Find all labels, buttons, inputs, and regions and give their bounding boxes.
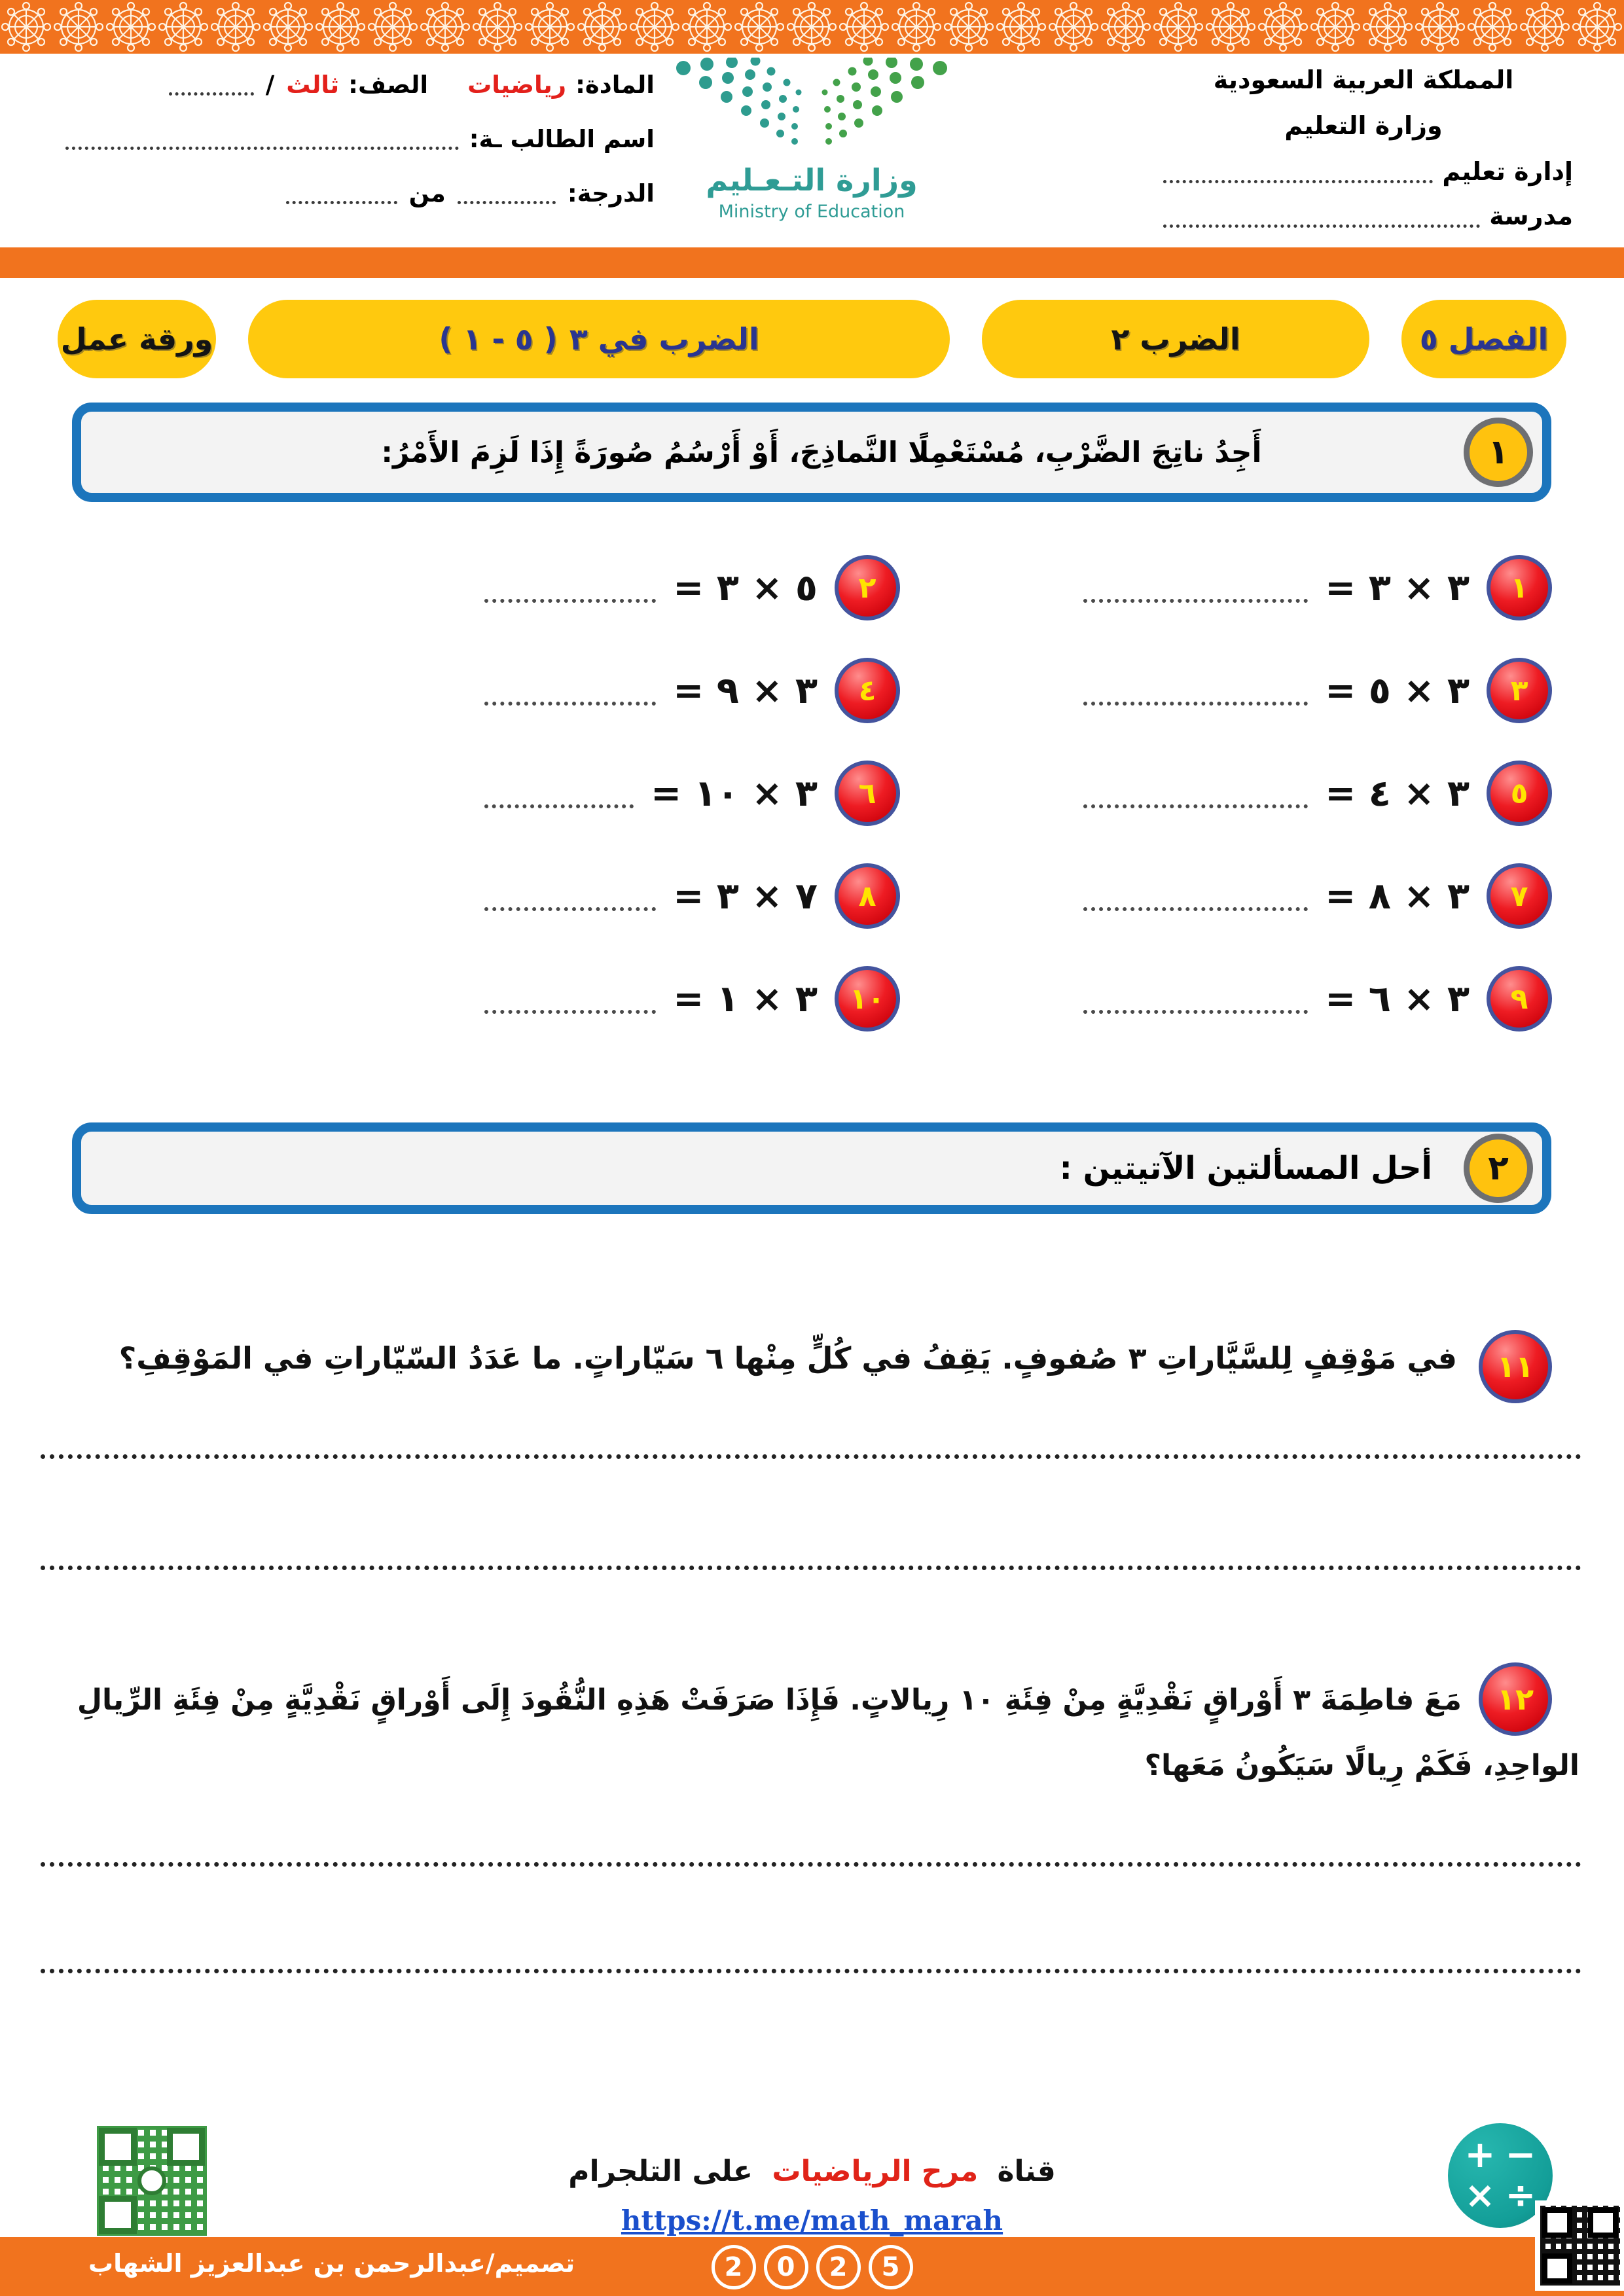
item-number-badge: ٧: [1487, 863, 1552, 929]
ministry-name: وزارة التعليم: [1284, 111, 1443, 140]
ministry-logo: [661, 58, 962, 222]
multiply-icon: ×: [1464, 2174, 1496, 2217]
math-item-9: [1083, 964, 1552, 1033]
math-item-4: [484, 656, 900, 725]
qr-finder: [1542, 2208, 1572, 2238]
item-answer-blank: [1083, 675, 1308, 706]
ornament-band: [0, 0, 1624, 54]
banner-row: [0, 300, 1624, 378]
school-row: [1154, 202, 1573, 230]
grade-row: [65, 179, 655, 207]
problem12-text: مَعَ فاطِمَةَ ٣ أَوْراقٍ نَقْدِيَّةٍ مِنْ فِئَةِ ١٠ رِيالاتٍ. فَإِذَا صَرَفَتْ هَذِهِ النُّقُودَ إِلَى أَوْراقٍ نَقْدِيَّةٍ مِنْ فِئَةِ الرِّيالِ الواحِدِ، فَكَمْ رِيالًا سَيَكُونُ مَعَها؟: [77, 1683, 1579, 1782]
item-answer-blank: [484, 573, 656, 603]
item-number-badge: ٨: [835, 863, 900, 929]
math-symbols-icon: [1448, 2123, 1553, 2228]
designer-credit: تصميم/عبدالرحمن بن عبدالعزيز الشهاب: [88, 2249, 575, 2278]
question2-header: [72, 1122, 1551, 1214]
item-answer-blank: [1083, 778, 1308, 808]
student-name-row: [65, 125, 655, 153]
qr-center-logo: [137, 2166, 166, 2195]
problem12-answer-line: [41, 1969, 1581, 1973]
unit-pill: الضرب ٢: [982, 300, 1369, 378]
item-number-badge: ٣: [1487, 658, 1552, 723]
item-expression: = ٣ × ٥: [1325, 669, 1470, 712]
class-value: ثالث: [286, 71, 340, 99]
math-item-10: [484, 964, 900, 1033]
problem11-text: في مَوْقِفٍ لِلسَّيَّاراتِ ٣ صُفوفٍ. يَقِفُ في كُلٍّ مِنْها ٦ سَيّاراتٍ. ما عَدَدُ السّيّاراتِ في المَوْقِفِ؟: [118, 1340, 1457, 1376]
problem12-answer-line: [41, 1862, 1581, 1867]
grade-blank: [458, 183, 556, 204]
item-number-badge: ٥: [1487, 761, 1552, 826]
subject-class-row: [65, 71, 655, 99]
telegram-channel-line: [568, 2155, 1056, 2188]
problem11-number-badge: ١١: [1479, 1330, 1552, 1403]
logo-arabic-wordmark: وزارة التـعـليم: [706, 162, 918, 198]
channel-suffix: على التلجرام: [568, 2155, 753, 2188]
question2-instruction: أحل المسألتين الآتيتين :: [1059, 1150, 1432, 1187]
year-badge: [712, 2245, 913, 2289]
problem11-answer-line: [41, 1566, 1581, 1570]
multiplication-grid: [484, 553, 1552, 1033]
telegram-link[interactable]: https://t.me/math_marah: [615, 2204, 1009, 2244]
item-expression: = ٣ × ١: [673, 977, 818, 1020]
qr-finder: [1588, 2208, 1618, 2238]
item-number-badge: ٩: [1487, 966, 1552, 1031]
country-name: المملكة العربية السعودية: [1213, 65, 1514, 94]
item-number-badge: ٢: [835, 555, 900, 620]
qr-finder: [99, 2128, 137, 2166]
subject-label: المادة:: [575, 71, 655, 99]
student-name-blank: [65, 128, 459, 150]
math-item-2: [484, 553, 900, 622]
item-answer-blank: [484, 984, 656, 1014]
subject-value: رياضيات: [467, 71, 567, 99]
item-expression: = ٣ × ٩: [673, 669, 818, 712]
item-answer-blank: [484, 778, 634, 808]
question1-instruction: أَجِدُ ناتِجَ الضَّرْبِ، مُسْتَعْمِلًا النَّماذِجَ، أَوْ أَرْسُمُ صُورَةً إِذَا لَزِمَ الأَمْرُ:: [381, 435, 1262, 469]
year-digit: 0: [764, 2245, 808, 2289]
edu-admin-label: إدارة تعليم: [1442, 157, 1573, 186]
divide-icon: ÷: [1505, 2174, 1536, 2217]
item-expression: = ٥ × ٣: [673, 566, 818, 609]
year-digit: 2: [816, 2245, 861, 2289]
item-expression: = ٧ × ٣: [673, 874, 818, 918]
telegram-qr-code-green: [97, 2126, 207, 2236]
item-expression: = ٣ × ٤: [1325, 772, 1470, 815]
item-answer-blank: [1083, 881, 1308, 911]
school-blank: [1163, 205, 1480, 228]
channel-prefix: قناة: [997, 2155, 1056, 2188]
edu-admin-row: [1154, 157, 1573, 186]
math-item-5: [1083, 759, 1552, 828]
ornament-pattern-svg: [0, 0, 1624, 54]
math-item-6: [484, 759, 900, 828]
header-right-block: [1154, 65, 1573, 246]
question1-header: [72, 403, 1551, 502]
plus-icon: +: [1464, 2134, 1496, 2176]
class-blank: [169, 74, 254, 96]
math-item-7: [1083, 861, 1552, 931]
year-digit: 5: [869, 2245, 913, 2289]
student-name-label: اسم الطالب ـة:: [469, 125, 655, 153]
item-number-badge: ١: [1487, 555, 1552, 620]
item-answer-blank: [484, 881, 656, 911]
math-item-3: [1083, 656, 1552, 725]
qr-finder: [1542, 2253, 1572, 2284]
lesson-title: الضرب في ٣: [569, 321, 759, 357]
lesson-pill: [248, 300, 950, 378]
item-answer-blank: [1083, 984, 1308, 1014]
grade-label: الدرجة:: [567, 179, 655, 207]
class-label: الصف:: [348, 71, 429, 99]
question1-number-badge: ١: [1464, 418, 1533, 487]
logo-english-wordmark: Ministry of Education: [718, 202, 905, 222]
school-label: مدرسة: [1489, 202, 1573, 230]
lesson-number: ( ٥ - ١ ): [439, 321, 558, 357]
channel-name: مرح الرياضيات: [772, 2155, 979, 2188]
item-answer-blank: [484, 675, 656, 706]
ministry-logo-dots-icon: [674, 58, 949, 156]
worksheet-pill: ورقة عمل: [58, 300, 216, 378]
class-separator: /: [265, 71, 275, 99]
qr-finder: [167, 2128, 205, 2166]
item-expression: = ٣ × ٣: [1325, 566, 1470, 609]
item-expression: = ٣ × ١٠: [651, 772, 818, 815]
item-number-badge: ١٠: [835, 966, 900, 1031]
item-number-badge: ٦: [835, 761, 900, 826]
orange-divider-bar: [0, 247, 1624, 278]
chapter-pill: الفصل ٥: [1401, 300, 1566, 378]
item-answer-blank: [1083, 573, 1308, 603]
problem11-answer-line: [41, 1454, 1581, 1459]
item-number-badge: ٤: [835, 658, 900, 723]
grade-total-blank: [286, 183, 397, 204]
item-expression: = ٣ × ٨: [1325, 874, 1470, 918]
grade-from-label: من: [408, 179, 446, 207]
item-expression: = ٣ × ٦: [1325, 977, 1470, 1020]
question2-number-badge: ٢: [1464, 1134, 1533, 1203]
problem12-number-badge: ١٢: [1479, 1662, 1552, 1736]
math-item-8: [484, 861, 900, 931]
header-left-block: [65, 71, 655, 234]
minus-icon: −: [1505, 2134, 1536, 2176]
year-digit: 2: [712, 2245, 756, 2289]
math-item-1: [1083, 553, 1552, 622]
qr-finder: [99, 2196, 137, 2234]
edu-admin-blank: [1163, 160, 1433, 183]
qr-code-bw: [1540, 2206, 1620, 2286]
